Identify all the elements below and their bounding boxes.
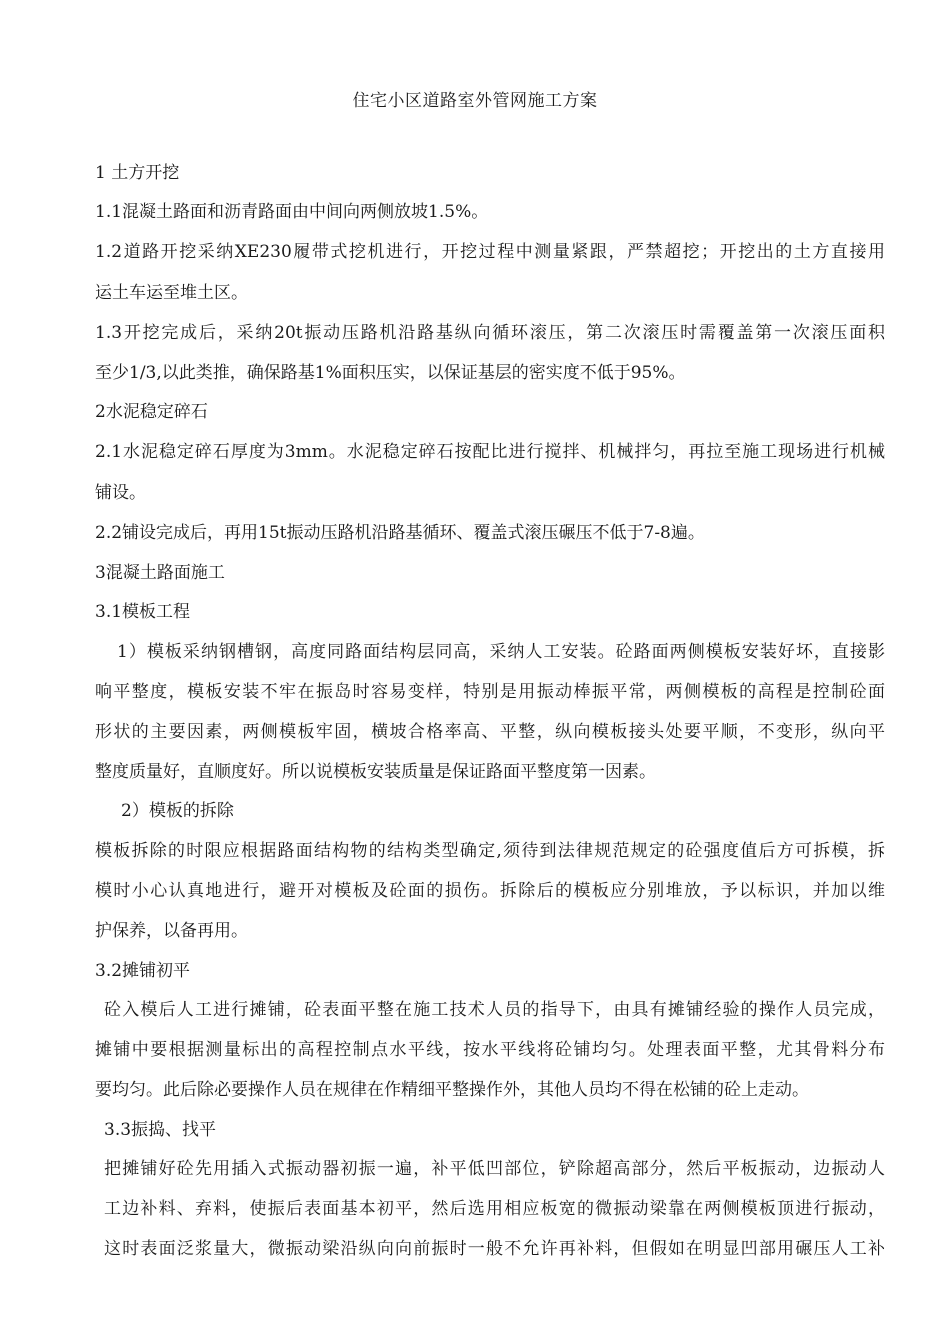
section-heading: 2水泥稳定碎石 (95, 402, 208, 422)
paragraph-line: 1）模板采纳钢槽钢，高度同路面结构层同高，采纳人工安装。砼路面两侧模板安装好坏，直接影 (117, 642, 885, 662)
paragraph-line: 1.3开挖完成后，采纳20t振动压路机沿路基纵向循环滚压，第二次滚压时需覆盖第一次滚压面积 (95, 323, 885, 343)
section-heading: 1 土方开挖 (95, 163, 180, 183)
subsection-heading: 3.3振捣、找平 (104, 1120, 217, 1140)
document-title: 住宅小区道路室外管网施工方案 (352, 91, 598, 111)
paragraph-line: 工边补料、弃料，使振后表面基本初平，然后选用相应板宽的微振动梁靠在两侧模板顶进行振动， (104, 1199, 885, 1219)
paragraph-line: 形状的主要因素，两侧模板牢固，横坡合格率高、平整，纵向模板接头处要平顺，不变形，纵向平 (95, 722, 885, 742)
paragraph-line: 这时表面泛浆量大，微振动梁沿纵向向前振时一般不允许再补料，但假如在明显凹部用碾压人工补 (104, 1239, 885, 1259)
paragraph-line: 整度质量好，直顺度好。所以说模板安装质量是保证路面平整度第一因素。 (95, 762, 656, 782)
paragraph-line: 要均匀。此后除必要操作人员在规律在作精细平整操作外，其他人员均不得在松铺的砼上走动。 (95, 1080, 809, 1100)
paragraph-line: 2.2铺设完成后，再用15t振动压路机沿路基循环、覆盖式滚压碾压不低于7-8遍。 (95, 523, 705, 543)
paragraph-line: 砼入模后人工进行摊铺，砼表面平整在施工技术人员的指导下，由具有摊铺经验的操作人员完成， (104, 1000, 885, 1020)
paragraph-line: 把摊铺好砼先用插入式振动器初振一遍，补平低凹部位，铲除超高部分，然后平板振动，边振动人 (104, 1159, 885, 1179)
paragraph-line: 至少1/3,以此类推，确保路基1%面积压实，以保证基层的密实度不低于95%。 (95, 363, 686, 383)
subsection-heading: 3.2摊铺初平 (95, 961, 191, 981)
subsection-heading: 3.1模板工程 (95, 602, 191, 622)
section-heading: 3混凝土路面施工 (95, 563, 225, 583)
paragraph-line: 1.1混凝土路面和沥青路面由中间向两侧放坡1.5%。 (95, 202, 489, 222)
paragraph-line: 摊铺中要根据测量标出的高程控制点水平线，按水平线将砼铺均匀。处理表面平整，尤其骨料分布 (95, 1040, 885, 1060)
paragraph-line: 护保养，以备再用。 (95, 921, 248, 941)
subsection-heading: 2）模板的拆除 (121, 801, 234, 821)
paragraph-line: 运土车运至堆土区。 (95, 283, 248, 303)
paragraph-line: 2.1水泥稳定碎石厚度为3mm。水泥稳定碎石按配比进行搅拌、机械拌匀，再拉至施工现场进行机械 (95, 442, 885, 462)
paragraph-line: 铺设。 (95, 483, 146, 503)
paragraph-line: 模时小心认真地进行，避开对模板及砼面的损伤。拆除后的模板应分别堆放，予以标识，并加以维 (95, 881, 885, 901)
paragraph-line: 响平整度，模板安装不牢在振岛时容易变样，特别是用振动棒振平常，两侧模板的高程是控制砼面 (95, 682, 885, 702)
paragraph-line: 1.2道路开挖采纳XE230履带式挖机进行，开挖过程中测量紧跟，严禁超挖；开挖出的土方直接用 (95, 242, 885, 262)
paragraph-line: 模板拆除的时限应根据路面结构物的结构类型确定,须待到法律规范规定的砼强度值后方可拆模，拆 (95, 841, 885, 861)
